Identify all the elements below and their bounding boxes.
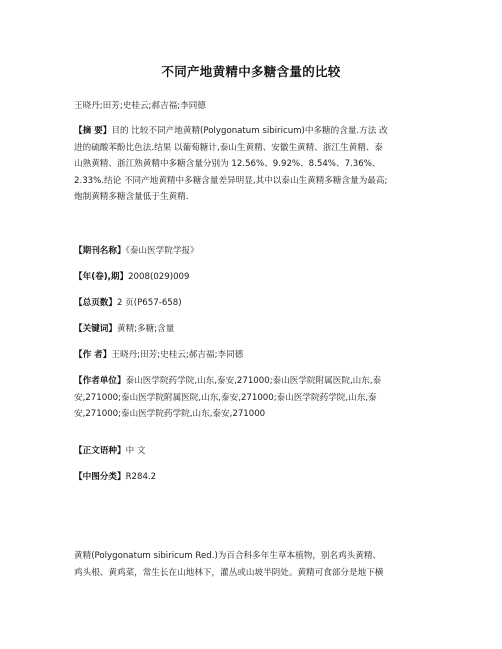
journal-label: 【期刊名称】: [74, 246, 126, 256]
pages-field: [74, 295, 430, 312]
classification-field: [74, 469, 430, 486]
abstract-line-3: 山熟黄精、浙江熟黄精中多糖含量分别为 12.56%、9.92%、8.54%、7.36%、: [74, 159, 381, 169]
organization-text: 泰山医学院药学院,山东,泰安,271000;泰山医学院附属医院,山东,泰: [125, 376, 382, 386]
author-line: 王晓丹;田芳;史桂云;郝吉福;李同德: [74, 101, 206, 111]
keywords-value: 黄精;多糖;含量: [116, 324, 175, 334]
pages-label: 【总页数】: [74, 298, 117, 308]
organization-line-1: [74, 373, 430, 390]
pages-value: 2 页(P657-658): [116, 298, 182, 308]
body-text: [74, 548, 430, 581]
page-title: 不同产地黄精中多糖含量的比较: [161, 64, 341, 79]
year-label: 【年(卷),期】: [74, 272, 129, 282]
abstract-text: 目的 比较不同产地黄精(Polygonatum sibiricum)中多糖的含量.方法 改: [111, 126, 388, 136]
abstract-line-5: 炮制黄精多糖含量低于生黄精.: [74, 192, 189, 202]
classification-label: 【中图分类】: [74, 472, 126, 482]
year-value: 2008(029)009: [128, 272, 190, 282]
journal-value: 《泰山医学院学报》: [125, 246, 199, 256]
body-line-1: 黄精(Polygonatum sibiricum Red.)为百合科多年生草本植物，别名鸡头黄精、: [74, 551, 382, 561]
classification-value: R284.2: [125, 472, 157, 482]
language-field: [74, 443, 430, 460]
organization-line-3: 安,271000;泰山医学院药学院,山东,泰安,271000: [74, 409, 266, 419]
author-value: 王晓丹;田芳;史桂云;郝吉福;李同德: [111, 350, 244, 360]
author-label: 【作 者】: [74, 350, 112, 360]
body-line-2: 鸡头根、黄鸡菜，常生长在山地林下，灌丛或山坡半阴处。黄精可食部分是地下横: [74, 567, 384, 578]
abstract-label: 【摘 要】: [74, 126, 112, 136]
keywords-label: 【关键词】: [74, 324, 117, 334]
abstract-section: [74, 123, 430, 206]
journal-field: [74, 243, 430, 260]
organization-field: [74, 373, 430, 423]
abstract-line-4: 2.33%.结论 不同产地黄精中多糖含量差异明显,其中以泰山生黄精多糖含量为最高;: [74, 175, 388, 186]
year-field: [74, 269, 430, 286]
author-field: [74, 347, 430, 364]
organization-line-2: 安,271000;泰山医学院附属医院,山东,泰安,271000;泰山医学院药学院,山东,泰: [74, 392, 377, 403]
abstract-line-1: [74, 123, 430, 140]
abstract-line-2: 进的硫酸苯酚比色法.结果 以葡萄糖计,泰山生黄精、安徽生黄精、浙江生黄精、泰: [74, 142, 383, 153]
organization-label: 【作者单位】: [74, 376, 126, 386]
keywords-field: [74, 321, 430, 338]
language-value: 中 文: [125, 446, 146, 456]
language-label: 【正文语种】: [74, 446, 126, 456]
